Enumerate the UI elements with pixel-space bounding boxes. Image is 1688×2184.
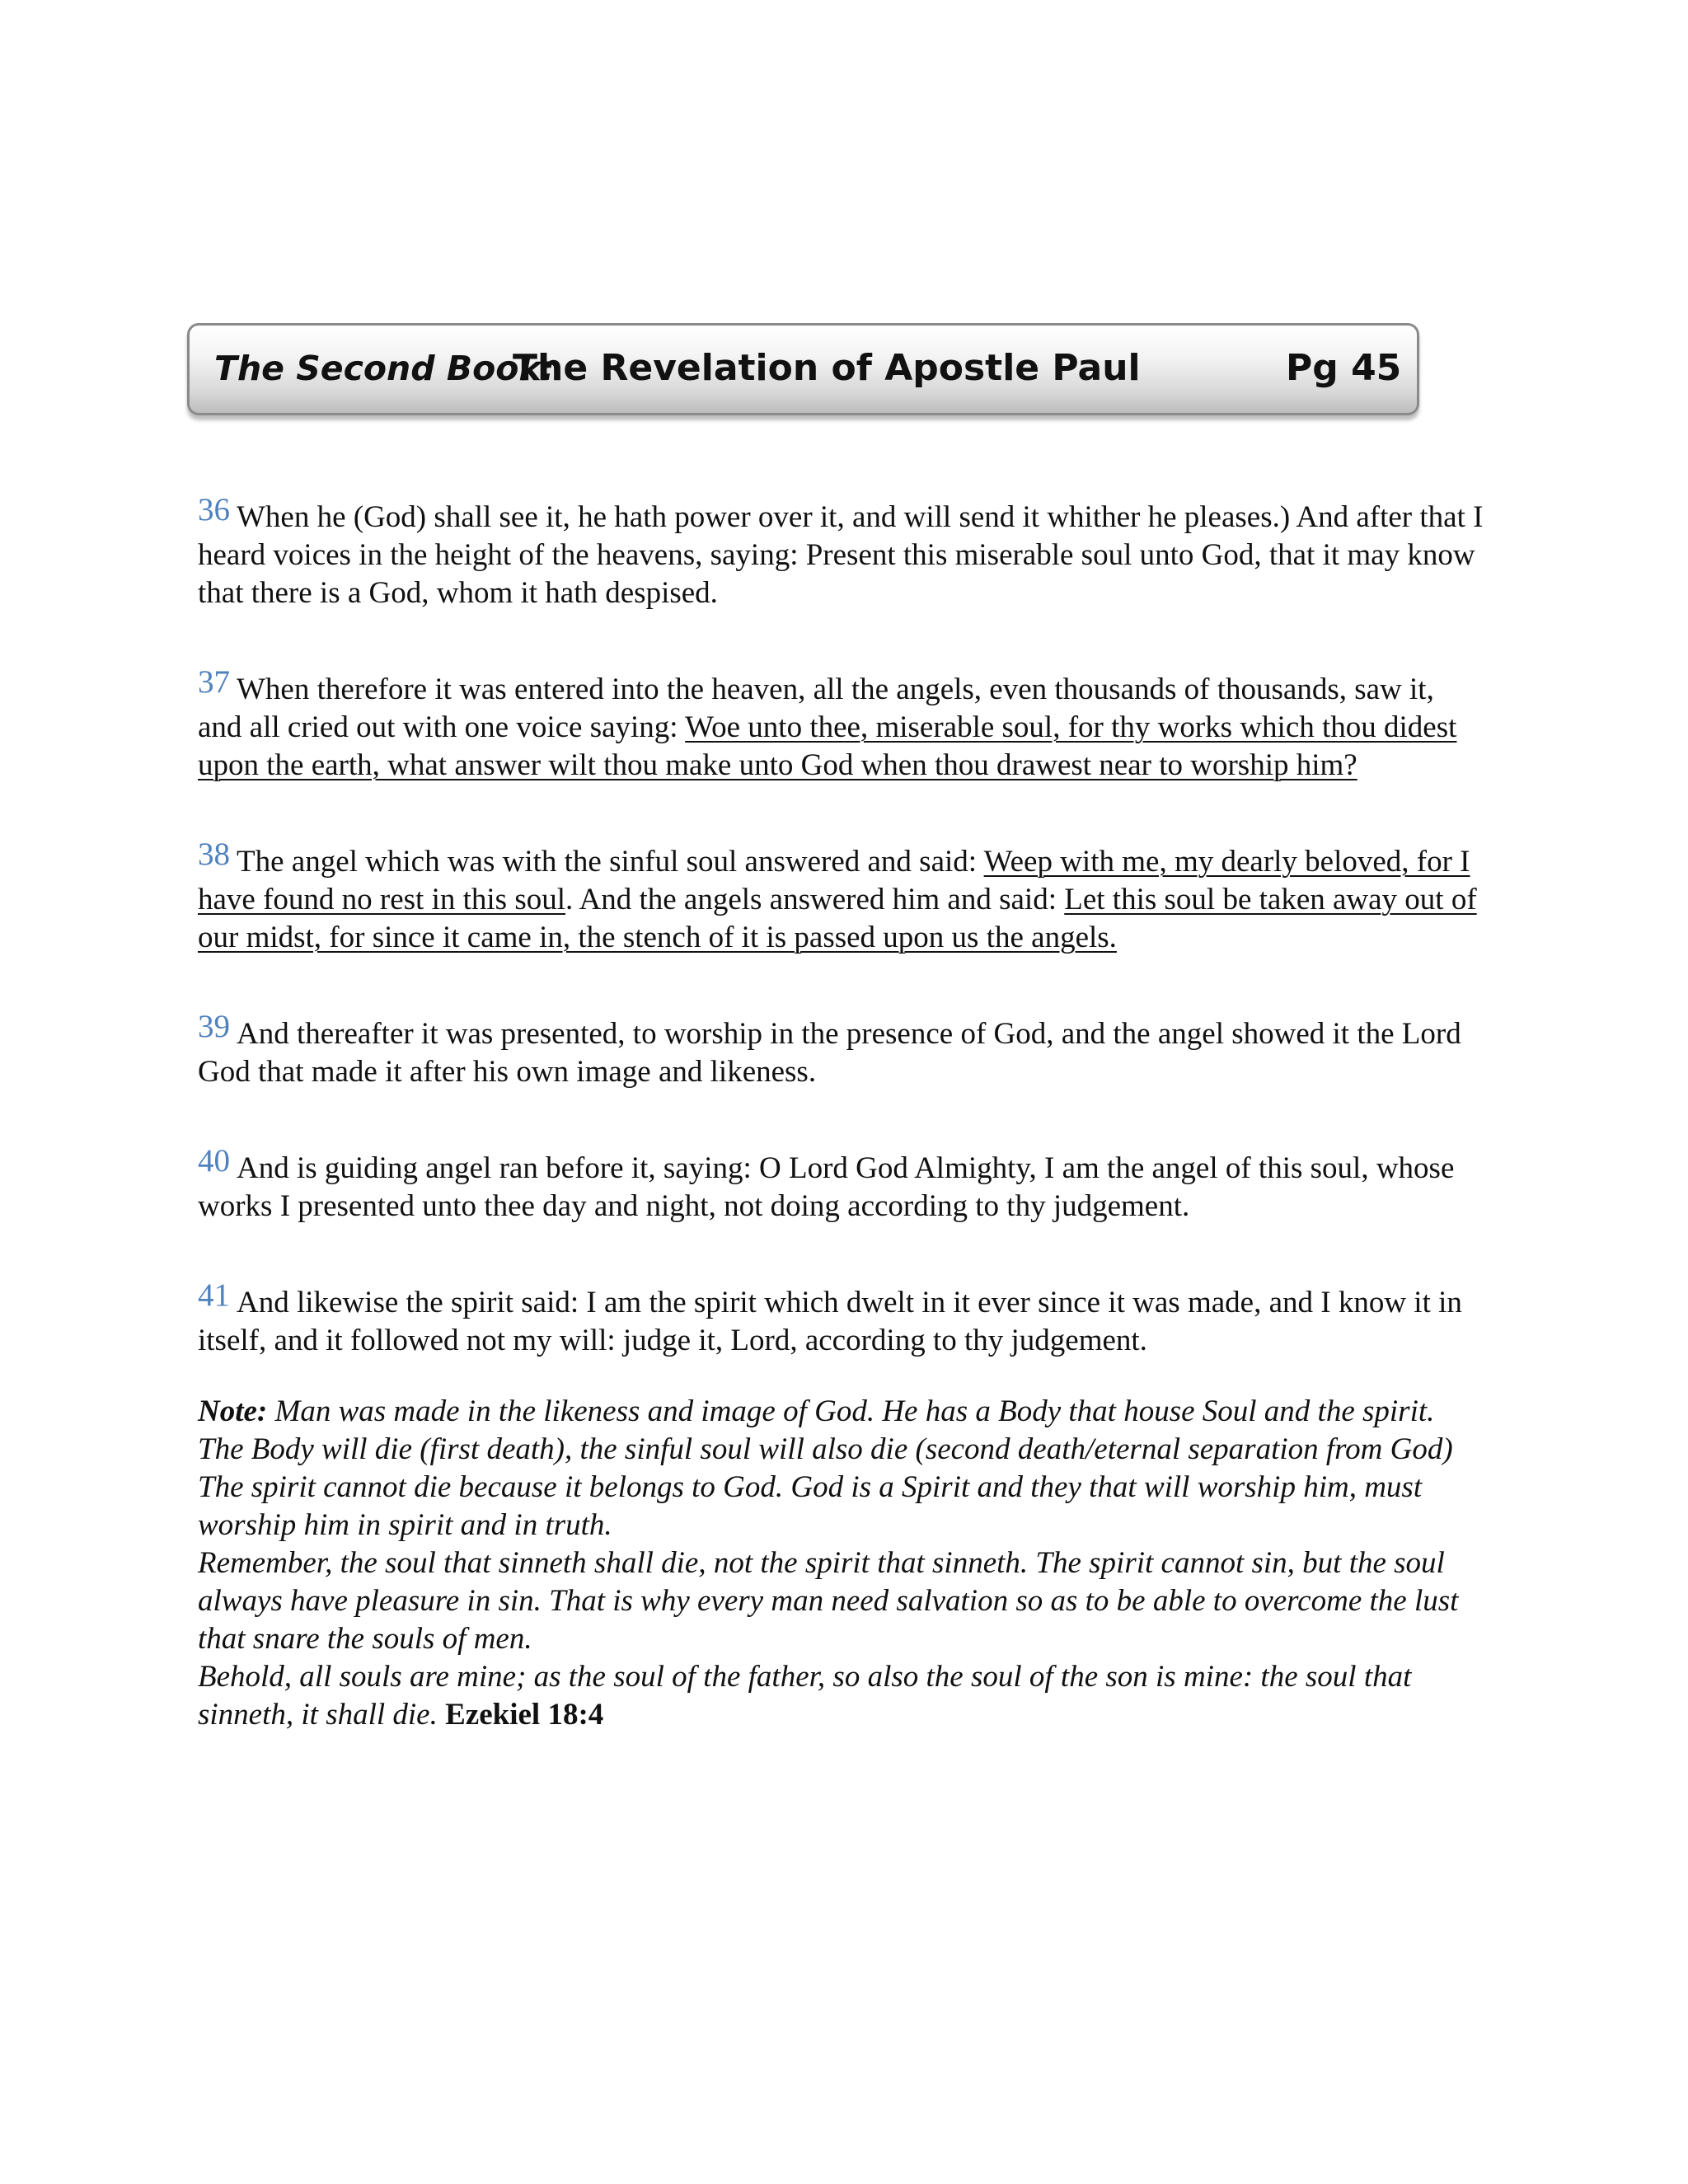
note-text: Man was made in the likeness and image of God. He has a Body that house Soul and the spirit. The Body will die (first death), the sinful soul will also die (second death/eternal separation from God) xyxy=(198,1394,1453,1466)
verse-text: And is guiding angel ran before it, saying: O Lord God Almighty, I am the angel of this soul, whose works I presented unto thee day and night, not doing according to thy judgement. xyxy=(198,1151,1455,1223)
header-bar xyxy=(187,323,1419,415)
verse-number: 41 xyxy=(198,1277,230,1313)
verse-41 xyxy=(198,1277,1484,1360)
verse-text: . And the angels answered him and said: xyxy=(565,883,1065,916)
verse-number: 36 xyxy=(198,492,230,527)
verse-text: And thereafter it was presented, to worship in the presence of God, and the angel showed it the Lord God that made it after his own image and likeness. xyxy=(198,1017,1461,1089)
verse-text: The angel which was with the sinful soul answered and said: xyxy=(237,845,984,879)
note-paragraph xyxy=(198,1658,1484,1734)
verse-38 xyxy=(198,836,1484,957)
verse-underlined-text: Woe unto thee, miserable soul, for thy works which thou didest upon the earth, what answer wilt thou make unto God when thou drawest near to worship him? xyxy=(198,710,1457,782)
verse-number: 37 xyxy=(198,664,230,700)
verse-underlined-text: Weep with me, my dearly beloved, for I have found no rest in this soul xyxy=(198,845,1470,916)
verse-text: And likewise the spirit said: I am the spirit which dwelt in it ever since it was made, and I know it in itself, and it followed not my will: judge it, Lord, according to thy judgement. xyxy=(198,1286,1462,1357)
verse-number: 40 xyxy=(198,1143,230,1179)
note-paragraph xyxy=(198,1393,1484,1469)
note-section xyxy=(198,1393,1484,1734)
note-text: Behold, all souls are mine; as the soul of the father, so also the soul of the son is mine: the soul that sinneth, it shall die. xyxy=(198,1660,1412,1732)
page-content xyxy=(198,491,1484,1734)
verse-underlined-text: Let this soul be taken away out of our midst, for since it came in, the stench of it is passed upon us the angels. xyxy=(198,883,1477,954)
note-label: Note: xyxy=(198,1394,268,1428)
book-title: The Revelation of Apostle Paul xyxy=(513,347,1141,389)
verse-37 xyxy=(198,663,1484,785)
scripture-reference: Ezekiel 18:4 xyxy=(445,1698,604,1732)
page-number: Pg 45 xyxy=(1286,347,1402,389)
verse-text: When he (God) shall see it, he hath power over it, and will send it whither he pleases.) And after that I heard voices in the height of the heavens, saying: Present this miserable soul unto God, that it may know that there is a God, whom it hath despised. xyxy=(198,500,1484,610)
verse-text: When therefore it was entered into the heaven, all the angels, even thousands of thousands, saw it, and all cried out with one voice saying: xyxy=(198,673,1434,744)
verse-40 xyxy=(198,1142,1484,1226)
verse-36 xyxy=(198,491,1484,612)
note-paragraph: Remember, the soul that sinneth shall die, not the spirit that sinneth. The spirit cannot sin, but the soul always have pleasure in sin. That is why every man need salvation so as to be able to overcome the lust that snare the souls of men. xyxy=(198,1546,1459,1656)
verse-number: 38 xyxy=(198,837,230,872)
note-paragraph: The spirit cannot die because it belongs to God. God is a Spirit and they that will worship him, must worship him in spirit and in truth. xyxy=(198,1470,1423,1542)
verse-39 xyxy=(198,1008,1484,1091)
book-label: The Second Book: xyxy=(214,349,556,388)
verse-number: 39 xyxy=(198,1009,230,1044)
